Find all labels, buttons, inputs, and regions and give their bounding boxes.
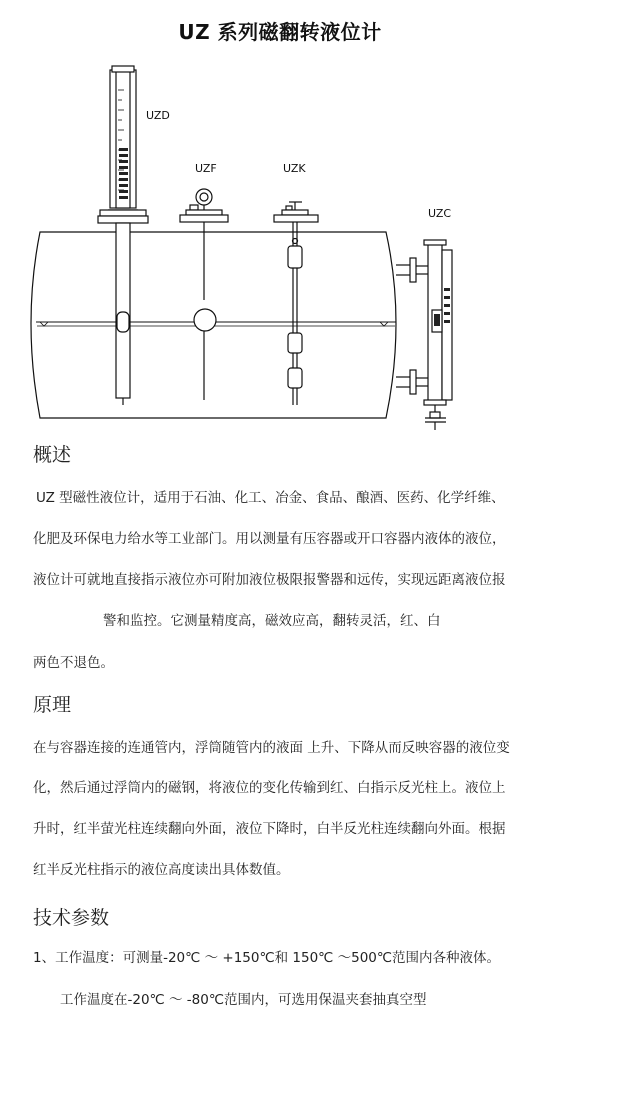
principle-line-2: 化，然后通过浮筒内的磁钢，将液位的变化传输到红、白指示反光柱上。液位上 [33,780,506,796]
uzf-gauge [180,189,228,400]
label-uzk: UZK [283,162,306,175]
overview-line-4: 警和监控。它测量精度高，磁效应高，翻转灵活，红、白 [103,613,441,629]
overview-line-3: 液位计可就地直接指示液位亦可附加液位极限报警器和远传，实现远距离液位报 [33,572,506,588]
label-uzc: UZC [428,207,452,220]
principle-heading: 原理 [33,694,72,716]
params-line-2: 工作温度在-20℃ ～ -80℃范围内，可选用保温夹套抽真空型 [60,992,427,1008]
label-uzf: UZF [195,162,217,175]
principle-line-4: 红半反光柱指示的液位高度读出具体数值。 [33,862,290,878]
uzc-gauge [396,240,452,430]
principle-line-3: 升时，红半萤光柱连续翻向外面，液位下降时，白半反光柱连续翻向外面。根据 [33,821,506,837]
overview-line-2: 化肥及环保电力给水等工业部门。用以测量有压容器或开口容器内液体的液位， [33,531,506,547]
params-heading: 技术参数 [33,907,110,929]
principle-line-1: 在与容器连接的连通管内，浮筒随管内的液面 上升、下降从而反映容器的液位变 [33,740,510,756]
level-gauge-diagram [0,60,630,430]
label-uzd: UZD [146,109,170,122]
uzd-gauge [98,66,148,405]
overview-line-5: 两色不退色。 [33,655,114,671]
overview-line-1: UZ 型磁性液位计，适用于石油、化工、冶金、食品、酿酒、医药、化学纤维、 [36,490,505,506]
params-line-1: 1、工作温度：可测量-20℃ ～ +150℃和 150℃ ～500℃范围内各种液体。 [33,950,501,966]
document-title: UZ 系列磁翻转液位计 [178,20,382,44]
overview-heading: 概述 [33,444,72,466]
